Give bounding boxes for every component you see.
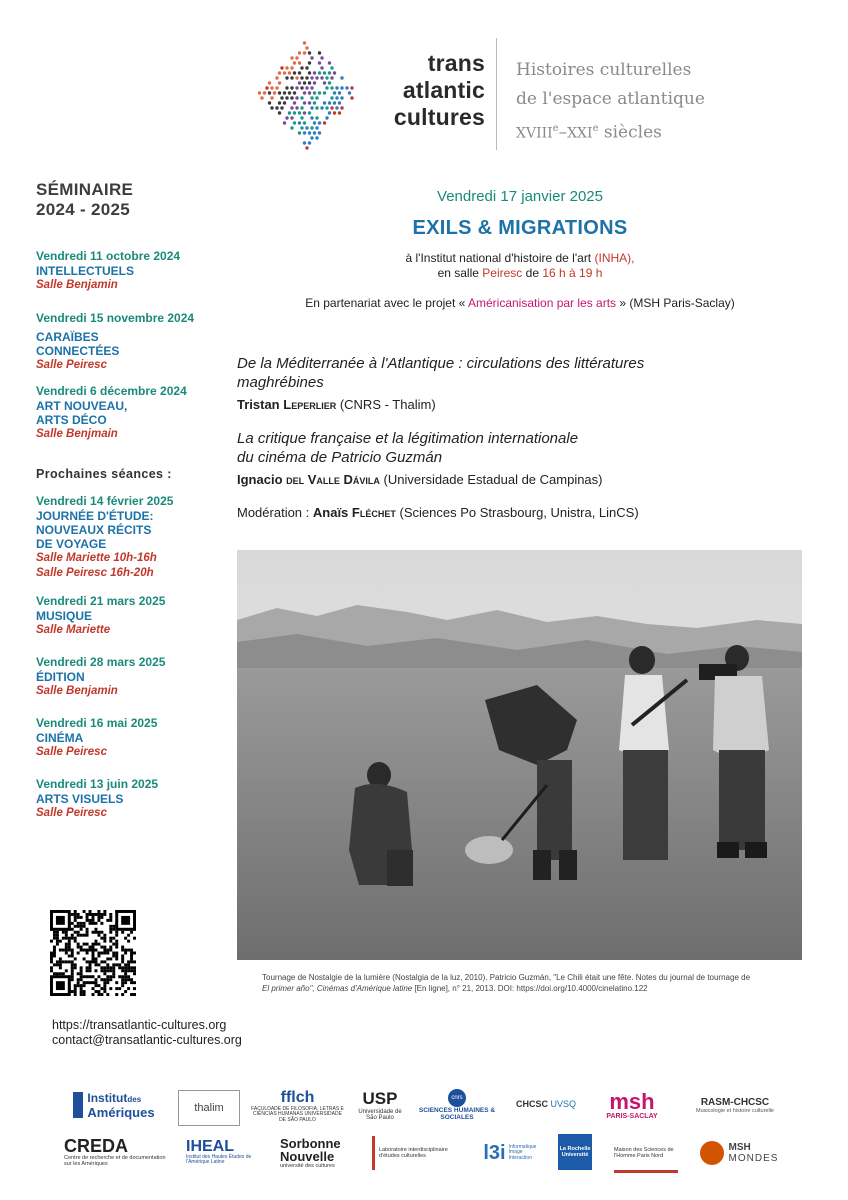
session-item: Vendredi 16 mai 2025 CINÉMA Salle Peiresc [36,716,158,758]
tagline [516,56,816,149]
lab-etudes-culturelles-logo: Laboratoire interdisciplinaire d'études culturelles [372,1136,469,1170]
transatlantic-logo-icon [255,36,361,152]
rasm-chcsc-logo: RASM-CHCSC Musicologie et histoire culturelle [696,1097,774,1115]
contact-block [52,1018,242,1048]
talk-2 [237,429,797,488]
l3i-logo: l3i Informatique Image Interaction [483,1142,537,1164]
moderation: Modération : Anaïs Fléchet (Sciences Po Strasbourg, Unistra, LinCS) [237,505,639,520]
usp-logo: USP Universidade de São Paulo [358,1089,402,1122]
cnrs-shs-logo: cnrs SCIENCES HUMAINES & SOCIALES [418,1084,496,1126]
film-crew-photo [237,550,802,960]
tagline-centuries: XVIIIe–XXIe siècles [516,122,662,143]
iheal-logo: IHEAL Institut des Hautes Études de l'Amérique Latine [186,1137,252,1165]
event-title: EXILS & MIGRATIONS [412,217,628,239]
talk-title: La critique française et la légitimation internationale du cinéma de Patricio Guzmán [237,430,579,466]
talk-1 [237,354,797,413]
talk-title: De la Méditerranée à l'Atlantique : circulations des littératures maghrébines [237,355,645,391]
talk-speaker: Ignacio del Valle Dávila (Universidade Estadual de Campinas) [237,472,603,487]
brand-name [375,50,485,131]
msh-paris-saclay-logo: msh PARIS-SACLAY [606,1089,658,1121]
seminar-sidebar [36,180,226,821]
upcoming-heading: Prochaines séances : [36,467,172,481]
la-rochelle-universite-logo: La Rochelle Université [558,1134,592,1170]
creda-logo: CREDA Centre de recherche et de documentation sur les Amériques [64,1135,166,1167]
session-item: Vendredi 14 février 2025 JOURNÉE D'ÉTUDE: NOUVEAUX RÉCITS DE VOYAGE Salle Mariette 10h-16h Salle Peiresc 16h-20h [36,494,174,579]
header-divider [496,38,497,150]
event-date: Vendredi 17 janvier 2025 [437,188,603,205]
sorbonne-nouvelle-logo: Sorbonne Nouvelle université des cultures [280,1135,341,1169]
tagline-line: de l'espace atlantique [516,89,705,109]
chcsc-uvsq-logo: CHCSC UVSQ [515,1099,577,1110]
brand-line: atlantic [402,77,485,103]
msh-paris-nord-logo: Maison des Sciences de l'Homme Paris Nord [614,1136,678,1173]
event-venue: à l'Institut national d'histoire de l'art (INHA), en salle Peiresc de 16 h à 19 h [405,251,635,280]
photo-caption: Tournage de Nostalgie de la lumière (Nostalgia de la luz, 2010). Patricio Guzmán, "Le Chili était une fête. Notes du journal de tournage de El primer año", Cinémas d'Amérique latine [En ligne], n° 21, 2013. DOI: https://doi.org/10.4000/cinelatino.122 [262,973,751,993]
institut-des-ameriques-logo: Institutdes Amériques [64,1088,164,1122]
msh-mondes-logo: MSH MONDES [694,1136,784,1170]
fflch-logo: fflch FACULDADE DE FILOSOFIA, LETRAS E CIÊNCIAS HUMANAS UNIVERSIDADE DE SÃO PAULO [251,1088,344,1123]
brand-line: cultures [393,104,485,130]
email-link[interactable]: contact@transatlantic-cultures.org [52,1033,242,1047]
website-link[interactable]: https://transatlantic-cultures.org [52,1018,227,1032]
seminar-title: SÉMINAIRE 2024 - 2025 [36,180,134,219]
msh-mondes-mark-icon [700,1141,724,1165]
tagline-line: Histoires culturelles [516,60,692,80]
session-item: Vendredi 6 décembre 2024 ART NOUVEAU, ARTS DÉCO Salle Benjmain [36,384,187,440]
ida-mark-icon [73,1092,83,1118]
session-item: Vendredi 15 novembre 2024 CARAÏBES CONNECTÉES Salle Peiresc [36,311,195,371]
talk-speaker: Tristan Leperlier (CNRS - Thalim) [237,397,436,412]
qr-code-icon[interactable] [50,910,136,996]
thalim-logo: thalim [178,1090,240,1126]
session-item: Vendredi 21 mars 2025 MUSIQUE Salle Mariette [36,594,166,636]
event-partner: En partenariat avec le projet « Américanisation par les arts » (MSH Paris-Saclay) [305,296,735,310]
session-item: Vendredi 28 mars 2025 ÉDITION Salle Benjamin [36,655,166,697]
brand-line: trans [427,50,485,76]
session-item: Vendredi 13 juin 2025 ARTS VISUELS Salle Peiresc [36,777,159,819]
session-item: Vendredi 11 octobre 2024 INTELLECTUELS Salle Benjamin [36,249,181,291]
